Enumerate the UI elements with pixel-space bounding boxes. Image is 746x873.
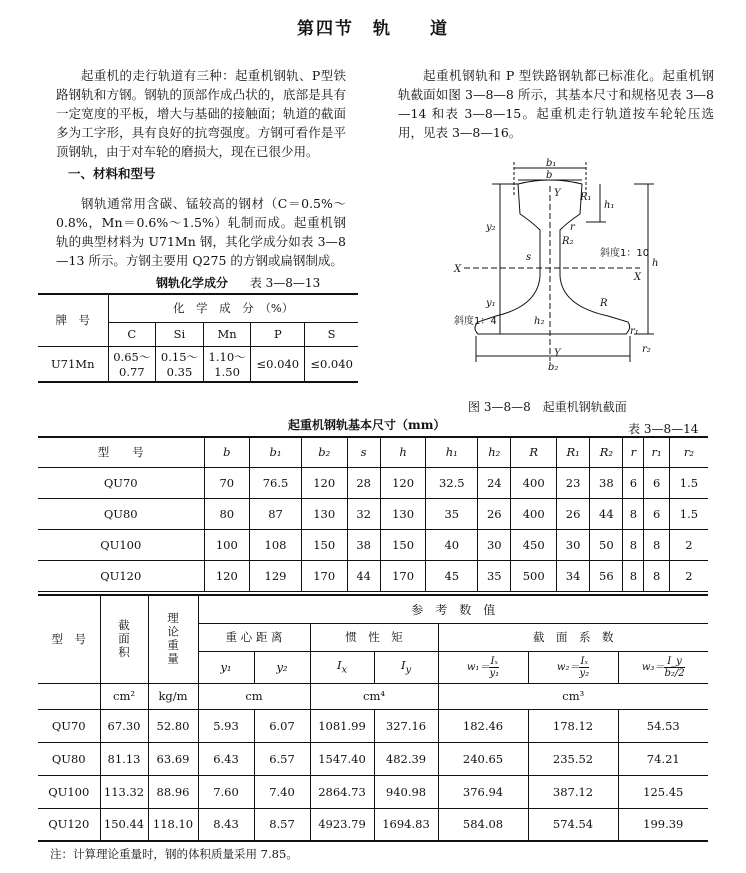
table15-inertia-header: 惯 性 矩 xyxy=(310,623,438,651)
table13-number: 表 3—8—13 xyxy=(249,276,321,290)
table15-model-header: 型 号 xyxy=(38,595,100,683)
fig-label-r1: r₁ xyxy=(630,326,639,337)
table14-h-r1: r₁ xyxy=(644,437,670,467)
fig-label-R2: R₂ xyxy=(562,236,574,247)
table15-unit-mass: kg/m xyxy=(148,683,198,709)
table13-el-mn: Mn xyxy=(203,322,251,346)
table13-title: 钢轨化学成分 xyxy=(156,276,229,290)
table15-unit-cm4: cm⁴ xyxy=(310,683,438,709)
table13-el-c: C xyxy=(108,322,156,346)
table14-h-R2: R₂ xyxy=(590,437,623,467)
fig-label-x-right: X xyxy=(634,272,642,283)
fig-label-h2: h₂ xyxy=(534,316,545,327)
table14-title: 起重机钢轨基本尺寸（mm） xyxy=(288,418,446,432)
table-row: QU120 120 129 170 44 170 45 35 500 34 56 8 8 2 xyxy=(38,560,708,591)
table13-p: ≤0.040 xyxy=(251,346,305,382)
table-row: QU100 113.32 88.96 7.60 7.40 2864.73 940.98 376.94 387.12 125.45 xyxy=(38,775,708,808)
table15-note: 注：计算理论重量时，钢的体积质量采用 7.85。 xyxy=(50,847,298,861)
right-intro xyxy=(398,66,714,142)
table15-unit-blank xyxy=(38,683,100,709)
table15 xyxy=(38,594,708,842)
table-row: QU70 67.30 52.80 5.93 6.07 1081.99 327.16 182.46 178.12 54.53 xyxy=(38,709,708,742)
table13-group-header: 化 学 成 分 （%） xyxy=(108,294,358,322)
fig-label-b: b xyxy=(546,170,553,181)
table14-h-R1: R₁ xyxy=(557,437,590,467)
table14-h-b: b xyxy=(204,437,250,467)
table15-h-iy: $I_y$ xyxy=(374,651,438,683)
left-intro xyxy=(56,66,346,161)
fig-label-y-bot: Y xyxy=(554,348,561,359)
table15-h-w2: w₂＝ $\frac{\text{Iₓ}}{\text{y₂}}$ xyxy=(528,651,618,683)
right-intro-text: 起重机钢轨和 P 型铁路钢轨都已标准化。起重机钢轨截面如图 3—8—8 所示，其基本尺寸和规格见表 3—8—14 和表 3—8—15。起重机走行轨道按车轮轮压选用，见表 3—8—16。 xyxy=(398,68,714,140)
table15-modulus-header: 截 面 系 数 xyxy=(438,623,708,651)
fig-label-h1: h₁ xyxy=(604,200,615,211)
table15-mass-header: 理论重量 xyxy=(148,595,198,683)
table14-h-h2: h₂ xyxy=(478,437,511,467)
fig-label-r2: r₂ xyxy=(642,344,651,355)
table-row: QU120 150.44 118.10 8.43 8.57 4923.79 1694.83 584.08 574.54 199.39 xyxy=(38,808,708,841)
table13-c: 0.65～ 0.77 xyxy=(108,346,156,382)
table14-h-R: R xyxy=(511,437,557,467)
rail-section-figure xyxy=(430,156,680,386)
table15-h-w1: w₁＝ $\frac{\text{Iₓ}}{\text{y₁}}$ xyxy=(438,651,528,683)
section1-paragraph: 钢轨通常用含碳、锰较高的钢材（C＝0.5%～0.8%，Mn＝0.6%～1.5%）轧制而成。起重机钢轨的典型材料为 U71Mn 钢，其化学成分如表 3—8—13 所示。方钢主要用 Q275 的方钢或扁钢制成。 xyxy=(56,196,346,268)
fig-label-s: s xyxy=(526,252,532,263)
table14-number: 表 3—8—14 xyxy=(628,422,699,436)
table15-area-header: 截面积 xyxy=(100,595,148,683)
left-intro-text: 起重机的走行轨道有三种：起重机钢轨、P型铁路钢轨和方钢。钢轨的顶部作成凸状的，底部是具有一定宽度的平板，增大与基础的接触面；轨道的截面多为工字形，具有良好的抗弯强度。方钢可看作是平顶钢轨，由于对车轮的磨损大，现在已很少用。 xyxy=(56,68,346,159)
table13-mn: 1.10～ 1.50 xyxy=(203,346,251,382)
table15-h-y2: y₂ xyxy=(254,651,310,683)
table15-ref-header: 参 考 数 值 xyxy=(198,595,708,623)
table14-caption xyxy=(288,416,445,433)
table15-unit-cm3: cm³ xyxy=(438,683,708,709)
table13-el-s: S xyxy=(305,322,358,346)
table14-h-h1: h₁ xyxy=(426,437,478,467)
table14-h-b2: b₂ xyxy=(301,437,347,467)
table13-el-si: Si xyxy=(156,322,204,346)
section1-heading: 一、材料和型号 xyxy=(68,166,156,181)
table14-model-header: 型 号 xyxy=(38,437,204,467)
fig-label-h: h xyxy=(652,258,659,269)
table14-h-r: r xyxy=(623,437,644,467)
fig-label-y2: y₂ xyxy=(486,222,496,233)
table-row: QU100 100 108 150 38 150 40 30 450 30 50 8 8 2 xyxy=(38,529,708,560)
page-title: 第四节 轨 道 xyxy=(297,19,449,39)
table15-unit-cm: cm xyxy=(198,683,310,709)
table13-s: ≤0.040 xyxy=(305,346,358,382)
table14 xyxy=(38,436,708,592)
fig-label-x-left: X xyxy=(454,264,462,275)
fig-label-y1: y₁ xyxy=(486,298,496,309)
fig-label-r1-big: R₁ xyxy=(580,192,592,203)
table15-h-y1: y₁ xyxy=(198,651,254,683)
table15-unit-area: cm² xyxy=(100,683,148,709)
section1-text xyxy=(56,194,346,270)
table13-grade-header: 牌 号 xyxy=(38,294,108,346)
fig-slope-left: 斜度1：4 xyxy=(454,316,497,327)
table15-h-w3: w₃＝ $\frac{I\_y}{\text{b₂/2}}$ xyxy=(618,651,708,683)
fig-label-y-top: Y xyxy=(554,188,561,199)
table13 xyxy=(38,293,358,383)
fig-slope-right: 斜度1：10 xyxy=(600,248,650,259)
fig-label-r: r xyxy=(570,222,575,233)
table14-h-r2: r₂ xyxy=(669,437,708,467)
table15-centroid-header: 重 心 距 离 xyxy=(198,623,310,651)
table13-caption xyxy=(156,274,320,291)
figure-caption: 图 3—8—8 起重机钢轨截面 xyxy=(468,400,627,414)
table13-el-p: P xyxy=(251,322,305,346)
table14-h-h: h xyxy=(380,437,426,467)
table14-h-s: s xyxy=(347,437,380,467)
table-row: QU70 70 76.5 120 28 120 32.5 24 400 23 38 6 6 1.5 xyxy=(38,467,708,498)
fig-label-R: R xyxy=(600,298,608,309)
fig-label-b1: b₁ xyxy=(546,158,557,169)
fig-label-b2: b₂ xyxy=(548,362,559,373)
table15-h-ix: $I_x$ xyxy=(310,651,374,683)
table13-si: 0.15～ 0.35 xyxy=(156,346,204,382)
table13-grade: U71Mn xyxy=(38,346,108,382)
table-row: QU80 81.13 63.69 6.43 6.57 1547.40 482.39 240.65 235.52 74.21 xyxy=(38,742,708,775)
table14-h-b1: b₁ xyxy=(250,437,302,467)
table-row: QU80 80 87 130 32 130 35 26 400 26 44 8 6 1.5 xyxy=(38,498,708,529)
